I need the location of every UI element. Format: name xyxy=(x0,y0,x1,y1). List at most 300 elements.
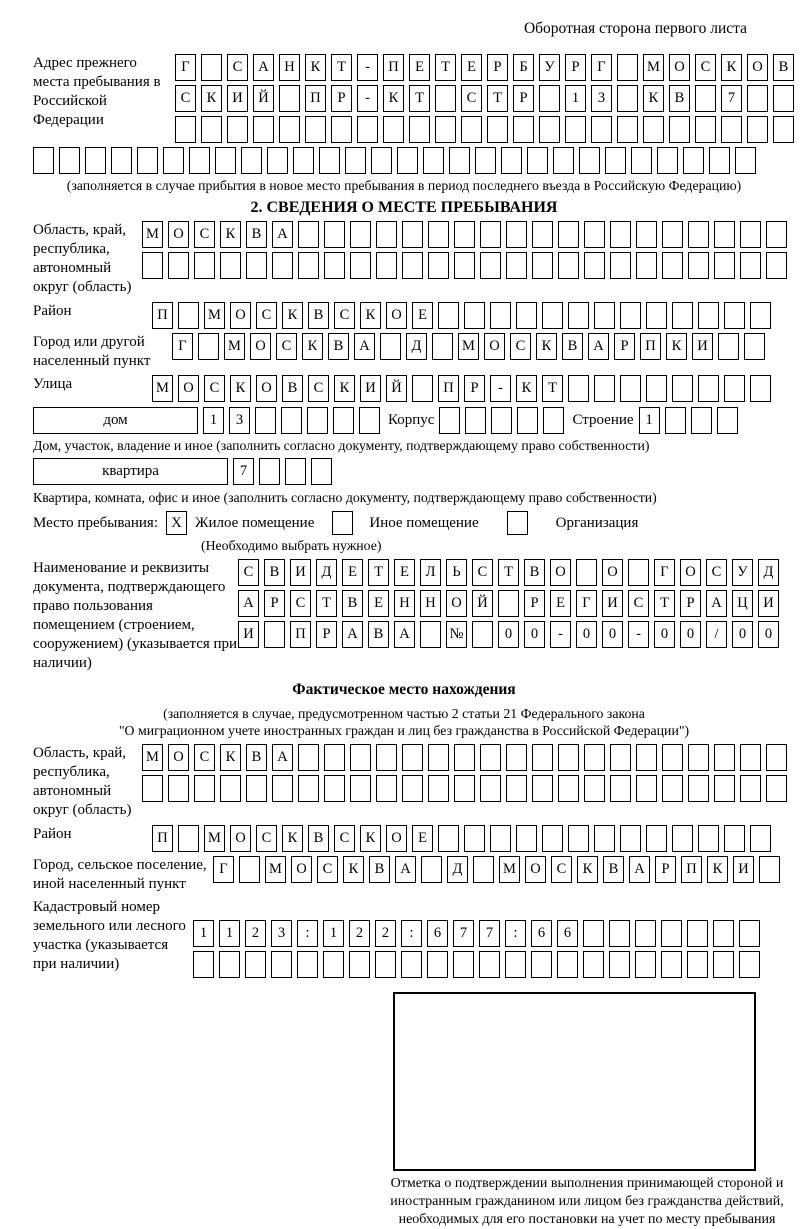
char-cell[interactable]: К xyxy=(302,333,323,360)
char-cell[interactable] xyxy=(465,407,486,434)
char-cell[interactable] xyxy=(178,302,199,329)
char-cell[interactable] xyxy=(610,221,631,248)
char-cell[interactable]: К xyxy=(643,85,664,112)
char-cell[interactable] xyxy=(490,302,511,329)
char-cell[interactable] xyxy=(714,775,735,802)
char-cell[interactable]: Г xyxy=(654,559,675,586)
char-cell[interactable] xyxy=(438,302,459,329)
char-cell[interactable]: В xyxy=(246,744,267,771)
char-cell[interactable]: С xyxy=(461,85,482,112)
char-cell[interactable] xyxy=(565,116,586,143)
char-cell[interactable] xyxy=(628,559,649,586)
char-cell[interactable]: В xyxy=(328,333,349,360)
char-cell[interactable]: К xyxy=(220,744,241,771)
char-cell[interactable] xyxy=(421,856,442,883)
char-cell[interactable] xyxy=(215,147,236,174)
char-cell[interactable] xyxy=(609,920,630,947)
char-cell[interactable] xyxy=(345,147,366,174)
char-cell[interactable] xyxy=(558,221,579,248)
char-cell[interactable]: О xyxy=(446,590,467,617)
char-cell[interactable]: О xyxy=(168,221,189,248)
char-cell[interactable]: 3 xyxy=(271,920,292,947)
char-cell[interactable]: 3 xyxy=(229,407,250,434)
char-cell[interactable]: С xyxy=(334,825,355,852)
char-cell[interactable] xyxy=(568,302,589,329)
fact-raion-boxes[interactable] xyxy=(152,825,771,852)
char-cell[interactable]: О xyxy=(256,375,277,402)
char-cell[interactable] xyxy=(371,147,392,174)
char-cell[interactable] xyxy=(487,116,508,143)
char-cell[interactable] xyxy=(539,85,560,112)
char-cell[interactable]: Г xyxy=(172,333,193,360)
char-cell[interactable] xyxy=(324,252,345,279)
char-cell[interactable]: : xyxy=(297,920,318,947)
char-cell[interactable] xyxy=(646,375,667,402)
char-cell[interactable]: 0 xyxy=(576,621,597,648)
char-cell[interactable] xyxy=(281,407,302,434)
char-cell[interactable]: С xyxy=(175,85,196,112)
char-cell[interactable]: Л xyxy=(420,559,441,586)
prev-address-row-3[interactable] xyxy=(175,116,794,143)
char-cell[interactable] xyxy=(617,116,638,143)
char-cell[interactable] xyxy=(311,458,332,485)
char-cell[interactable]: С xyxy=(317,856,338,883)
char-cell[interactable] xyxy=(744,333,765,360)
char-cell[interactable] xyxy=(558,744,579,771)
char-cell[interactable]: Н xyxy=(420,590,441,617)
char-cell[interactable]: С xyxy=(695,54,716,81)
char-cell[interactable]: П xyxy=(383,54,404,81)
char-cell[interactable]: : xyxy=(505,920,526,947)
char-cell[interactable]: Б xyxy=(513,54,534,81)
char-cell[interactable]: М xyxy=(142,744,163,771)
char-cell[interactable] xyxy=(636,221,657,248)
char-cell[interactable]: 1 xyxy=(323,920,344,947)
char-cell[interactable] xyxy=(498,590,519,617)
char-cell[interactable]: 0 xyxy=(602,621,623,648)
char-cell[interactable] xyxy=(59,147,80,174)
char-cell[interactable] xyxy=(750,375,771,402)
char-cell[interactable] xyxy=(766,775,787,802)
char-cell[interactable]: 6 xyxy=(427,920,448,947)
char-cell[interactable] xyxy=(543,407,564,434)
char-cell[interactable]: О xyxy=(230,825,251,852)
char-cell[interactable]: Е xyxy=(461,54,482,81)
char-cell[interactable]: С xyxy=(238,559,259,586)
char-cell[interactable]: 7 xyxy=(233,458,254,485)
char-cell[interactable]: Т xyxy=(542,375,563,402)
char-cell[interactable]: П xyxy=(290,621,311,648)
char-cell[interactable] xyxy=(591,116,612,143)
char-cell[interactable] xyxy=(620,825,641,852)
char-cell[interactable] xyxy=(350,775,371,802)
char-cell[interactable] xyxy=(558,775,579,802)
fact-gorod-boxes[interactable] xyxy=(213,856,780,883)
char-cell[interactable]: 0 xyxy=(498,621,519,648)
char-cell[interactable]: Т xyxy=(498,559,519,586)
char-cell[interactable] xyxy=(324,775,345,802)
char-cell[interactable] xyxy=(428,221,449,248)
char-cell[interactable]: М xyxy=(458,333,479,360)
char-cell[interactable] xyxy=(475,147,496,174)
char-cell[interactable] xyxy=(279,85,300,112)
char-cell[interactable] xyxy=(359,407,380,434)
oblast-row-2[interactable] xyxy=(142,252,787,279)
char-cell[interactable] xyxy=(227,116,248,143)
char-cell[interactable] xyxy=(584,221,605,248)
char-cell[interactable] xyxy=(584,744,605,771)
char-cell[interactable] xyxy=(178,825,199,852)
char-cell[interactable] xyxy=(357,116,378,143)
char-cell[interactable] xyxy=(479,951,500,978)
char-cell[interactable] xyxy=(766,221,787,248)
char-cell[interactable]: 7 xyxy=(453,920,474,947)
char-cell[interactable]: 1 xyxy=(565,85,586,112)
ulitsa-boxes[interactable] xyxy=(152,375,771,402)
char-cell[interactable] xyxy=(662,221,683,248)
char-cell[interactable] xyxy=(759,856,780,883)
char-cell[interactable]: К xyxy=(201,85,222,112)
char-cell[interactable] xyxy=(583,951,604,978)
char-cell[interactable] xyxy=(636,252,657,279)
char-cell[interactable]: В xyxy=(368,621,389,648)
char-cell[interactable]: К xyxy=(721,54,742,81)
char-cell[interactable] xyxy=(672,375,693,402)
char-cell[interactable]: О xyxy=(230,302,251,329)
char-cell[interactable]: У xyxy=(732,559,753,586)
gorod-boxes[interactable] xyxy=(172,333,765,360)
char-cell[interactable] xyxy=(435,116,456,143)
char-cell[interactable] xyxy=(688,252,709,279)
char-cell[interactable] xyxy=(531,951,552,978)
char-cell[interactable]: А xyxy=(395,856,416,883)
char-cell[interactable] xyxy=(617,85,638,112)
char-cell[interactable] xyxy=(532,744,553,771)
char-cell[interactable] xyxy=(350,744,371,771)
char-cell[interactable] xyxy=(698,825,719,852)
char-cell[interactable]: : xyxy=(401,920,422,947)
char-cell[interactable] xyxy=(255,407,276,434)
dom-boxes[interactable] xyxy=(203,407,380,434)
char-cell[interactable] xyxy=(683,147,704,174)
char-cell[interactable]: Ц xyxy=(732,590,753,617)
char-cell[interactable] xyxy=(272,252,293,279)
char-cell[interactable] xyxy=(142,252,163,279)
char-cell[interactable]: 2 xyxy=(375,920,396,947)
char-cell[interactable] xyxy=(724,302,745,329)
char-cell[interactable] xyxy=(687,920,708,947)
raion-boxes[interactable] xyxy=(152,302,771,329)
char-cell[interactable] xyxy=(773,85,794,112)
char-cell[interactable] xyxy=(350,221,371,248)
char-cell[interactable] xyxy=(576,559,597,586)
dom-type-box[interactable]: дом xyxy=(33,407,198,434)
char-cell[interactable] xyxy=(740,775,761,802)
char-cell[interactable] xyxy=(662,252,683,279)
char-cell[interactable] xyxy=(168,775,189,802)
char-cell[interactable] xyxy=(293,147,314,174)
char-cell[interactable] xyxy=(631,147,652,174)
char-cell[interactable]: Т xyxy=(435,54,456,81)
char-cell[interactable]: Д xyxy=(406,333,427,360)
char-cell[interactable]: Т xyxy=(368,559,389,586)
char-cell[interactable]: И xyxy=(227,85,248,112)
char-cell[interactable]: П xyxy=(305,85,326,112)
char-cell[interactable]: П xyxy=(438,375,459,402)
char-cell[interactable] xyxy=(636,744,657,771)
char-cell[interactable]: Т xyxy=(316,590,337,617)
char-cell[interactable] xyxy=(194,252,215,279)
char-cell[interactable] xyxy=(558,252,579,279)
char-cell[interactable]: Д xyxy=(758,559,779,586)
char-cell[interactable] xyxy=(324,221,345,248)
char-cell[interactable] xyxy=(333,407,354,434)
char-cell[interactable] xyxy=(721,116,742,143)
kadastr-row-2[interactable] xyxy=(193,951,760,978)
document-row-1[interactable] xyxy=(238,559,779,586)
char-cell[interactable] xyxy=(688,775,709,802)
char-cell[interactable]: Р xyxy=(524,590,545,617)
char-cell[interactable]: О xyxy=(525,856,546,883)
char-cell[interactable]: В xyxy=(369,856,390,883)
char-cell[interactable] xyxy=(201,116,222,143)
char-cell[interactable] xyxy=(376,252,397,279)
char-cell[interactable]: 1 xyxy=(639,407,660,434)
char-cell[interactable]: О xyxy=(747,54,768,81)
char-cell[interactable] xyxy=(480,744,501,771)
char-cell[interactable]: В xyxy=(524,559,545,586)
char-cell[interactable] xyxy=(142,775,163,802)
checkbox-zhiloe[interactable]: X xyxy=(166,511,187,535)
char-cell[interactable] xyxy=(428,252,449,279)
fact-oblast-row-1[interactable] xyxy=(142,744,787,771)
char-cell[interactable] xyxy=(193,951,214,978)
char-cell[interactable] xyxy=(724,825,745,852)
char-cell[interactable]: Т xyxy=(654,590,675,617)
char-cell[interactable]: В xyxy=(264,559,285,586)
char-cell[interactable]: К xyxy=(360,825,381,852)
char-cell[interactable] xyxy=(713,951,734,978)
char-cell[interactable]: - xyxy=(628,621,649,648)
char-cell[interactable] xyxy=(539,116,560,143)
char-cell[interactable]: В xyxy=(603,856,624,883)
char-cell[interactable] xyxy=(163,147,184,174)
char-cell[interactable]: И xyxy=(692,333,713,360)
char-cell[interactable] xyxy=(267,147,288,174)
char-cell[interactable]: Е xyxy=(409,54,430,81)
char-cell[interactable] xyxy=(85,147,106,174)
char-cell[interactable] xyxy=(766,744,787,771)
char-cell[interactable]: С xyxy=(204,375,225,402)
char-cell[interactable] xyxy=(439,407,460,434)
char-cell[interactable]: М xyxy=(265,856,286,883)
char-cell[interactable]: О xyxy=(680,559,701,586)
char-cell[interactable]: К xyxy=(343,856,364,883)
char-cell[interactable]: К xyxy=(707,856,728,883)
char-cell[interactable] xyxy=(198,333,219,360)
char-cell[interactable]: Г xyxy=(591,54,612,81)
char-cell[interactable]: Д xyxy=(316,559,337,586)
char-cell[interactable] xyxy=(454,221,475,248)
char-cell[interactable]: 0 xyxy=(758,621,779,648)
char-cell[interactable] xyxy=(298,221,319,248)
char-cell[interactable] xyxy=(542,825,563,852)
char-cell[interactable] xyxy=(246,252,267,279)
char-cell[interactable]: Г xyxy=(213,856,234,883)
char-cell[interactable]: И xyxy=(602,590,623,617)
prev-address-row-4[interactable] xyxy=(33,147,775,174)
char-cell[interactable] xyxy=(584,252,605,279)
char-cell[interactable]: Т xyxy=(487,85,508,112)
char-cell[interactable] xyxy=(168,252,189,279)
char-cell[interactable] xyxy=(635,951,656,978)
char-cell[interactable] xyxy=(584,775,605,802)
char-cell[interactable] xyxy=(380,333,401,360)
char-cell[interactable] xyxy=(298,252,319,279)
char-cell[interactable] xyxy=(454,744,475,771)
char-cell[interactable] xyxy=(220,775,241,802)
char-cell[interactable] xyxy=(33,147,54,174)
char-cell[interactable] xyxy=(568,825,589,852)
char-cell[interactable] xyxy=(402,221,423,248)
char-cell[interactable] xyxy=(532,775,553,802)
char-cell[interactable]: Г xyxy=(576,590,597,617)
char-cell[interactable] xyxy=(189,147,210,174)
char-cell[interactable] xyxy=(376,221,397,248)
char-cell[interactable]: О xyxy=(550,559,571,586)
char-cell[interactable] xyxy=(594,825,615,852)
char-cell[interactable] xyxy=(750,825,771,852)
char-cell[interactable]: О xyxy=(168,744,189,771)
char-cell[interactable] xyxy=(305,116,326,143)
char-cell[interactable] xyxy=(376,775,397,802)
char-cell[interactable]: О xyxy=(178,375,199,402)
char-cell[interactable] xyxy=(375,951,396,978)
char-cell[interactable]: С xyxy=(706,559,727,586)
char-cell[interactable] xyxy=(750,302,771,329)
char-cell[interactable] xyxy=(409,116,430,143)
char-cell[interactable] xyxy=(464,302,485,329)
stroenie-boxes[interactable] xyxy=(639,407,738,434)
char-cell[interactable] xyxy=(532,221,553,248)
char-cell[interactable] xyxy=(239,856,260,883)
char-cell[interactable]: П xyxy=(152,825,173,852)
char-cell[interactable]: 2 xyxy=(349,920,370,947)
char-cell[interactable]: - xyxy=(490,375,511,402)
char-cell[interactable]: А xyxy=(706,590,727,617)
char-cell[interactable]: О xyxy=(250,333,271,360)
char-cell[interactable] xyxy=(635,920,656,947)
char-cell[interactable]: 7 xyxy=(479,920,500,947)
char-cell[interactable]: П xyxy=(152,302,173,329)
document-row-3[interactable] xyxy=(238,621,779,648)
char-cell[interactable]: М xyxy=(204,302,225,329)
char-cell[interactable] xyxy=(402,775,423,802)
char-cell[interactable] xyxy=(568,375,589,402)
char-cell[interactable]: Т xyxy=(331,54,352,81)
char-cell[interactable]: 0 xyxy=(732,621,753,648)
char-cell[interactable]: - xyxy=(357,54,378,81)
char-cell[interactable] xyxy=(194,775,215,802)
char-cell[interactable]: С xyxy=(194,744,215,771)
char-cell[interactable] xyxy=(420,621,441,648)
char-cell[interactable] xyxy=(617,54,638,81)
char-cell[interactable] xyxy=(714,221,735,248)
char-cell[interactable] xyxy=(735,147,756,174)
char-cell[interactable]: Р xyxy=(316,621,337,648)
char-cell[interactable] xyxy=(506,252,527,279)
char-cell[interactable] xyxy=(594,302,615,329)
char-cell[interactable]: № xyxy=(446,621,467,648)
char-cell[interactable]: А xyxy=(238,590,259,617)
char-cell[interactable] xyxy=(307,407,328,434)
char-cell[interactable] xyxy=(672,302,693,329)
char-cell[interactable]: С xyxy=(551,856,572,883)
char-cell[interactable]: С xyxy=(256,302,277,329)
char-cell[interactable] xyxy=(428,775,449,802)
char-cell[interactable] xyxy=(695,116,716,143)
prev-address-row-2[interactable] xyxy=(175,85,794,112)
char-cell[interactable] xyxy=(513,116,534,143)
char-cell[interactable]: К xyxy=(282,825,303,852)
char-cell[interactable] xyxy=(331,116,352,143)
oblast-row-1[interactable] xyxy=(142,221,787,248)
char-cell[interactable] xyxy=(464,825,485,852)
char-cell[interactable]: К xyxy=(220,221,241,248)
char-cell[interactable]: О xyxy=(669,54,690,81)
checkbox-organizatsiya[interactable] xyxy=(507,511,528,535)
char-cell[interactable] xyxy=(688,221,709,248)
char-cell[interactable] xyxy=(516,302,537,329)
char-cell[interactable]: К xyxy=(305,54,326,81)
char-cell[interactable] xyxy=(646,825,667,852)
char-cell[interactable] xyxy=(480,252,501,279)
char-cell[interactable]: Н xyxy=(279,54,300,81)
char-cell[interactable] xyxy=(402,252,423,279)
char-cell[interactable]: М xyxy=(224,333,245,360)
char-cell[interactable] xyxy=(605,147,626,174)
char-cell[interactable]: М xyxy=(643,54,664,81)
char-cell[interactable]: 1 xyxy=(219,920,240,947)
char-cell[interactable] xyxy=(412,375,433,402)
char-cell[interactable] xyxy=(501,147,522,174)
char-cell[interactable]: А xyxy=(272,744,293,771)
char-cell[interactable]: Г xyxy=(175,54,196,81)
char-cell[interactable] xyxy=(319,147,340,174)
char-cell[interactable] xyxy=(662,775,683,802)
char-cell[interactable] xyxy=(542,302,563,329)
char-cell[interactable]: 2 xyxy=(245,920,266,947)
char-cell[interactable] xyxy=(402,744,423,771)
char-cell[interactable] xyxy=(259,458,280,485)
char-cell[interactable] xyxy=(461,116,482,143)
char-cell[interactable]: 1 xyxy=(203,407,224,434)
char-cell[interactable] xyxy=(687,951,708,978)
char-cell[interactable] xyxy=(739,920,760,947)
char-cell[interactable]: П xyxy=(681,856,702,883)
char-cell[interactable] xyxy=(553,147,574,174)
char-cell[interactable]: К xyxy=(666,333,687,360)
char-cell[interactable] xyxy=(201,54,222,81)
char-cell[interactable]: Р xyxy=(513,85,534,112)
char-cell[interactable] xyxy=(714,744,735,771)
char-cell[interactable]: К xyxy=(230,375,251,402)
char-cell[interactable] xyxy=(480,221,501,248)
char-cell[interactable] xyxy=(579,147,600,174)
char-cell[interactable] xyxy=(740,221,761,248)
char-cell[interactable]: Е xyxy=(550,590,571,617)
char-cell[interactable]: Р xyxy=(331,85,352,112)
